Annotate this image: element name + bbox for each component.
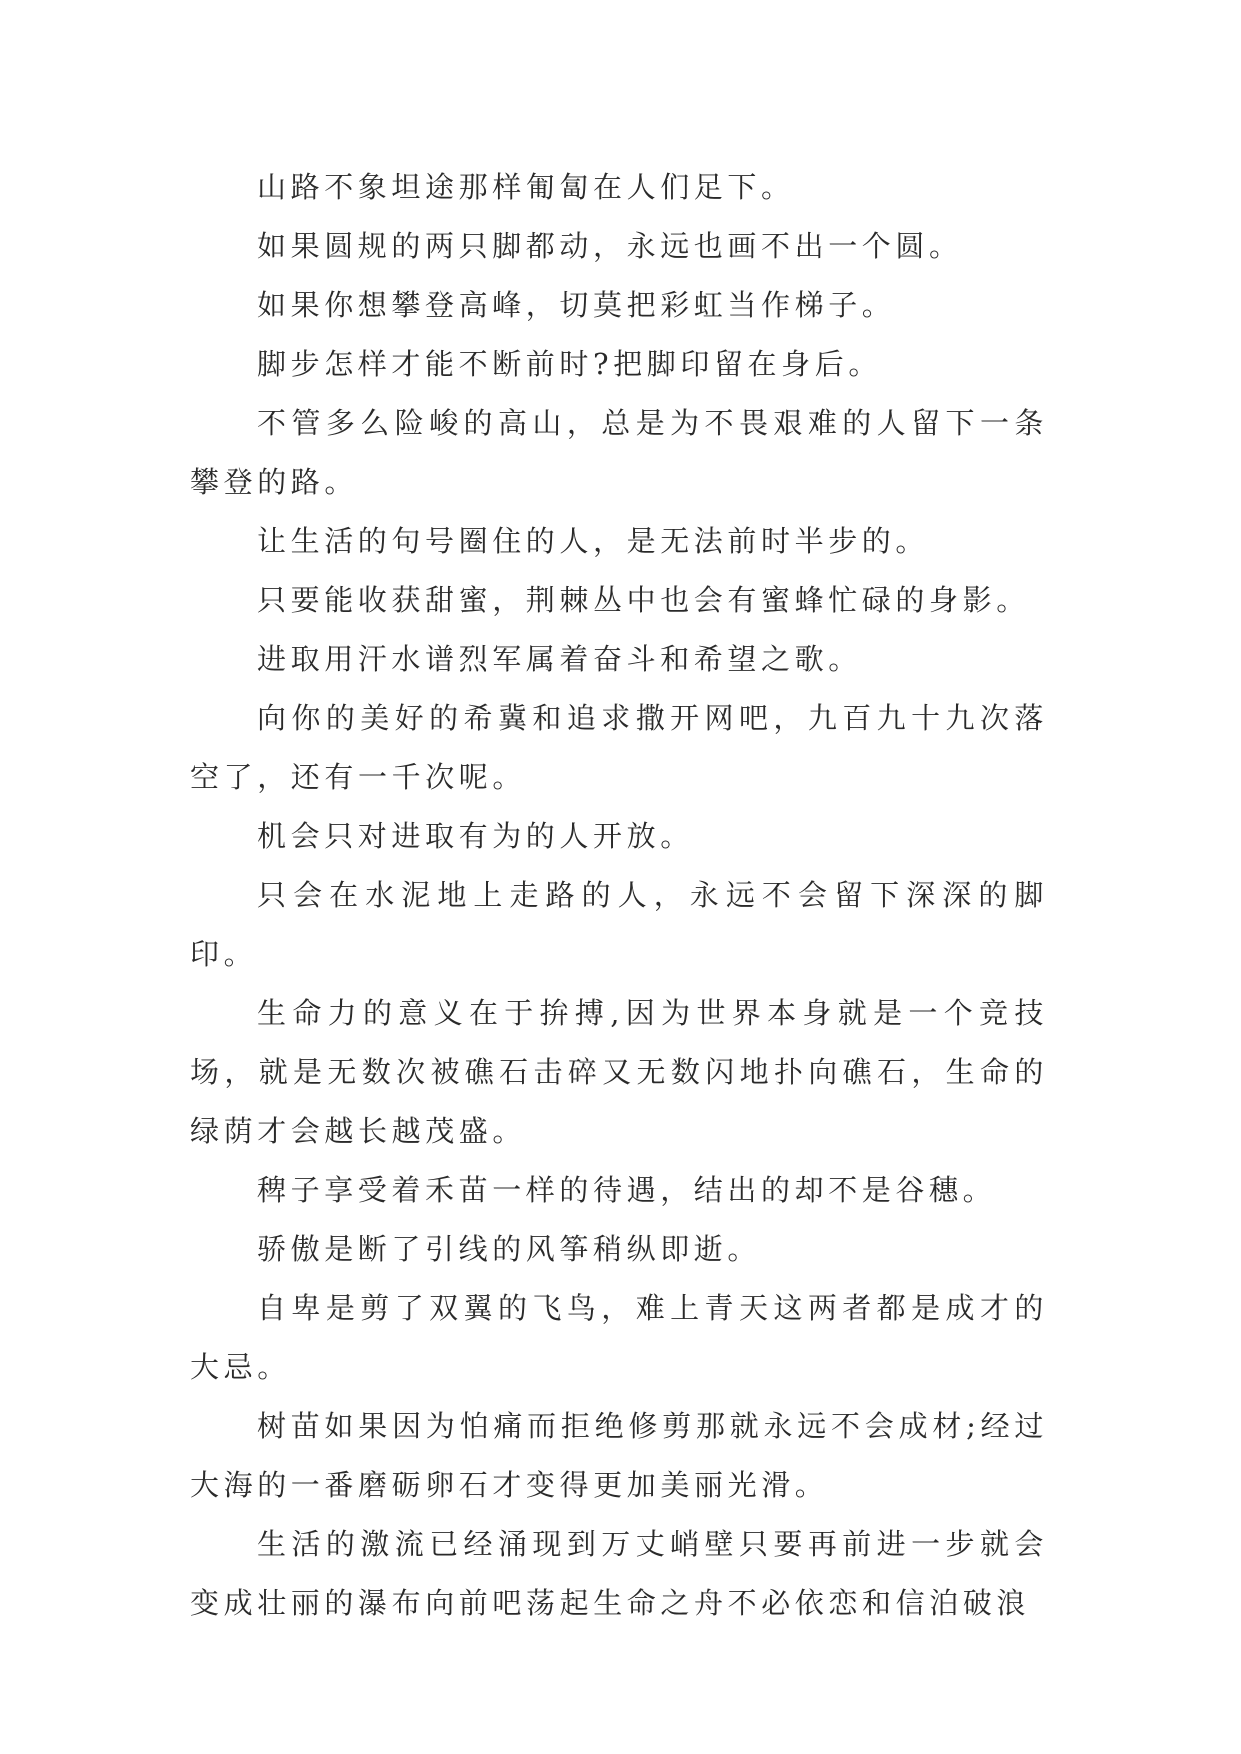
paragraph: 生活的激流已经涌现到万丈峭壁只要再前进一步就会变成壮丽的瀑布向前吧荡起生命之舟不必依恋和信泊破浪 xyxy=(190,1527,1048,1620)
paragraph: 向你的美好的希冀和追求撒开网吧，九百九十九次落空了，还有一千次呢。 xyxy=(190,701,1048,794)
paragraph: 如果你想攀登高峰，切莫把彩虹当作梯子。 xyxy=(257,288,896,322)
paragraph: 进取用汗水谱烈军属着奋斗和希望之歌。 xyxy=(257,642,862,676)
paragraph: 山路不象坦途那样匍匐在人们足下。 xyxy=(257,170,795,204)
paragraph: 稗子享受着禾苗一样的待遇，结出的却不是谷穗。 xyxy=(257,1173,997,1207)
paragraph: 如果圆规的两只脚都动，永远也画不出一个圆。 xyxy=(257,229,963,263)
paragraph: 骄傲是断了引线的风筝稍纵即逝。 xyxy=(257,1232,762,1266)
paragraph: 不管多么险峻的高山，总是为不畏艰难的人留下一条攀登的路。 xyxy=(190,406,1048,499)
paragraph: 自卑是剪了双翼的飞鸟，难上青天这两者都是成才的大忌。 xyxy=(190,1291,1048,1384)
paragraph: 树苗如果因为怕痛而拒绝修剪那就永远不会成材;经过大海的一番磨砺卵石才变得更加美丽光滑。 xyxy=(190,1409,1048,1502)
paragraph: 让生活的句号圈住的人，是无法前时半步的。 xyxy=(257,524,930,558)
paragraph: 脚步怎样才能不断前时?把脚印留在身后。 xyxy=(257,347,882,381)
document-body xyxy=(190,158,1048,1633)
paragraph: 生命力的意义在于拚搏,因为世界本身就是一个竞技场，就是无数次被礁石击碎又无数闪地扑向礁石，生命的绿荫才会越长越茂盛。 xyxy=(190,996,1048,1148)
paragraph: 只会在水泥地上走路的人，永远不会留下深深的脚印。 xyxy=(190,878,1048,971)
paragraph: 只要能收获甜蜜，荆棘丛中也会有蜜蜂忙碌的身影。 xyxy=(257,583,1030,617)
paragraph: 机会只对进取有为的人开放。 xyxy=(257,819,694,853)
